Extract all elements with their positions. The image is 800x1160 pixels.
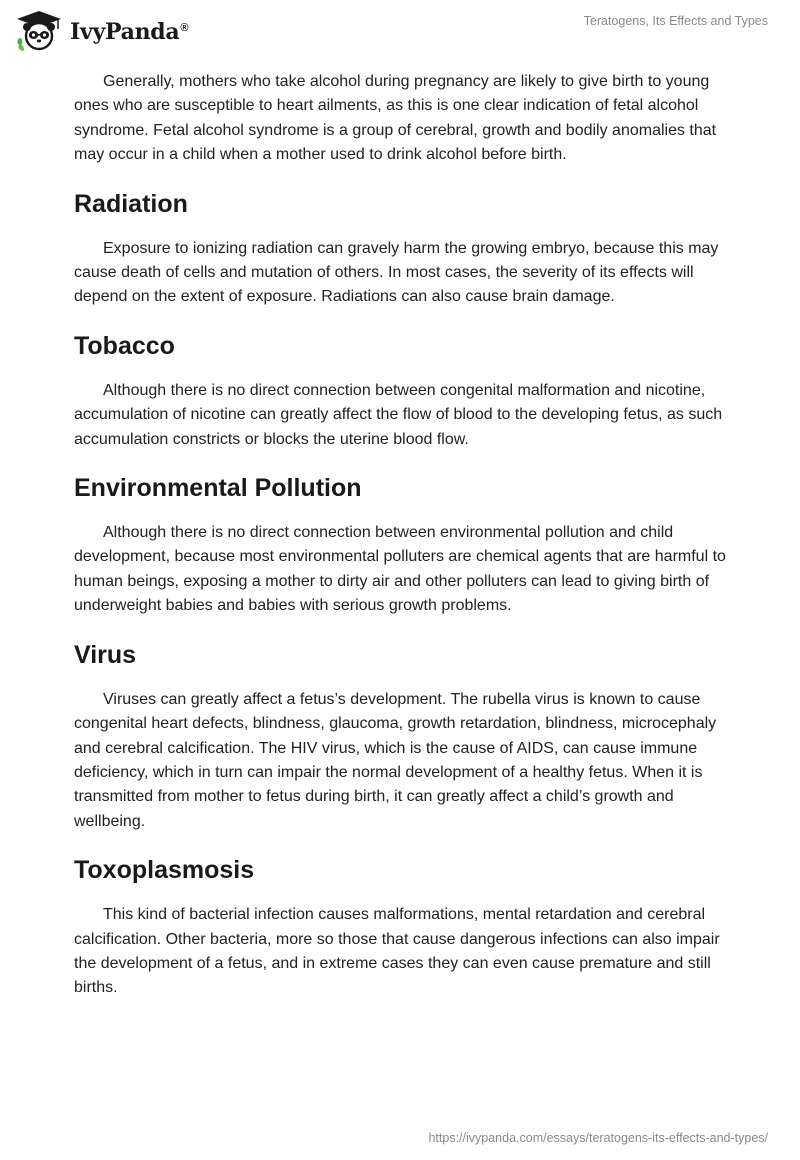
section-paragraph-toxoplasmosis: This kind of bacterial infection causes malformations, mental retardation and cerebral calcification. Other bacteria, more so those that cause dangerous infections can also impair the development of a fetus, and in extreme cases they can even cause premature and still births.: [74, 906, 720, 997]
essay-content: [74, 70, 734, 1001]
section-heading-environmental-pollution: Environmental Pollution: [74, 474, 362, 503]
document-title: Teratogens, Its Effects and Types: [583, 14, 768, 28]
logo-wordmark: IvyPanda®: [70, 19, 189, 45]
section-paragraph-virus: Viruses can greatly affect a fetus’s development. The rubella virus is known to cause congenital heart defects, blindness, glaucoma, growth retardation, blindness, microcephaly and cerebral calcification. The HIV virus, which is the cause of AIDS, can cause immune deficiency, which in turn can impair the normal development of a healthy fetus. When it is transmitted from mother to fetus during birth, it can greatly affect a child’s growth and wellbeing.: [74, 690, 717, 830]
ivypanda-logo[interactable]: [14, 9, 188, 53]
panda-graduate-icon: [14, 9, 64, 53]
section-paragraph-radiation: Exposure to ionizing radiation can gravely harm the growing embryo, because this may cause death of cells and mutation of others. In most cases, the severity of its effects will depend on the extent of exposure. Radiations can also cause brain damage.: [74, 239, 719, 306]
intro-paragraph: Generally, mothers who take alcohol during pregnancy are likely to give birth to young ones who are susceptible to heart ailments, as this is one clear indication of fetal alcohol syndrome. Fetal alcohol syndrome is a group of cerebral, growth and bodily anomalies that may occur in a child when a mother used to drink alcohol before birth.: [74, 73, 717, 164]
page-header: [0, 0, 800, 64]
registered-mark: ®: [180, 21, 189, 34]
section-paragraph-tobacco: Although there is no direct connection between congenital malformation and nicotine, accumulation of nicotine can greatly affect the flow of blood to the developing fetus, as such accumulation constricts or blocks the uterine blood flow.: [74, 381, 723, 448]
section-heading-toxoplasmosis: Toxoplasmosis: [74, 856, 255, 885]
section-paragraph-environmental-pollution: Although there is no direct connection between environmental pollution and child development, because most environmental polluters are chemical agents that are harmful to human beings, exposing a mother to dirty air and other polluters can lead to giving birth of underweight babies and babies with serious growth problems.: [74, 524, 726, 615]
section-heading-virus: Virus: [74, 640, 137, 669]
section-heading-tobacco: Tobacco: [74, 331, 175, 360]
section-heading-radiation: Radiation: [74, 189, 188, 218]
source-url[interactable]: https://ivypanda.com/essays/teratogens-its-effects-and-types/: [428, 1131, 768, 1145]
